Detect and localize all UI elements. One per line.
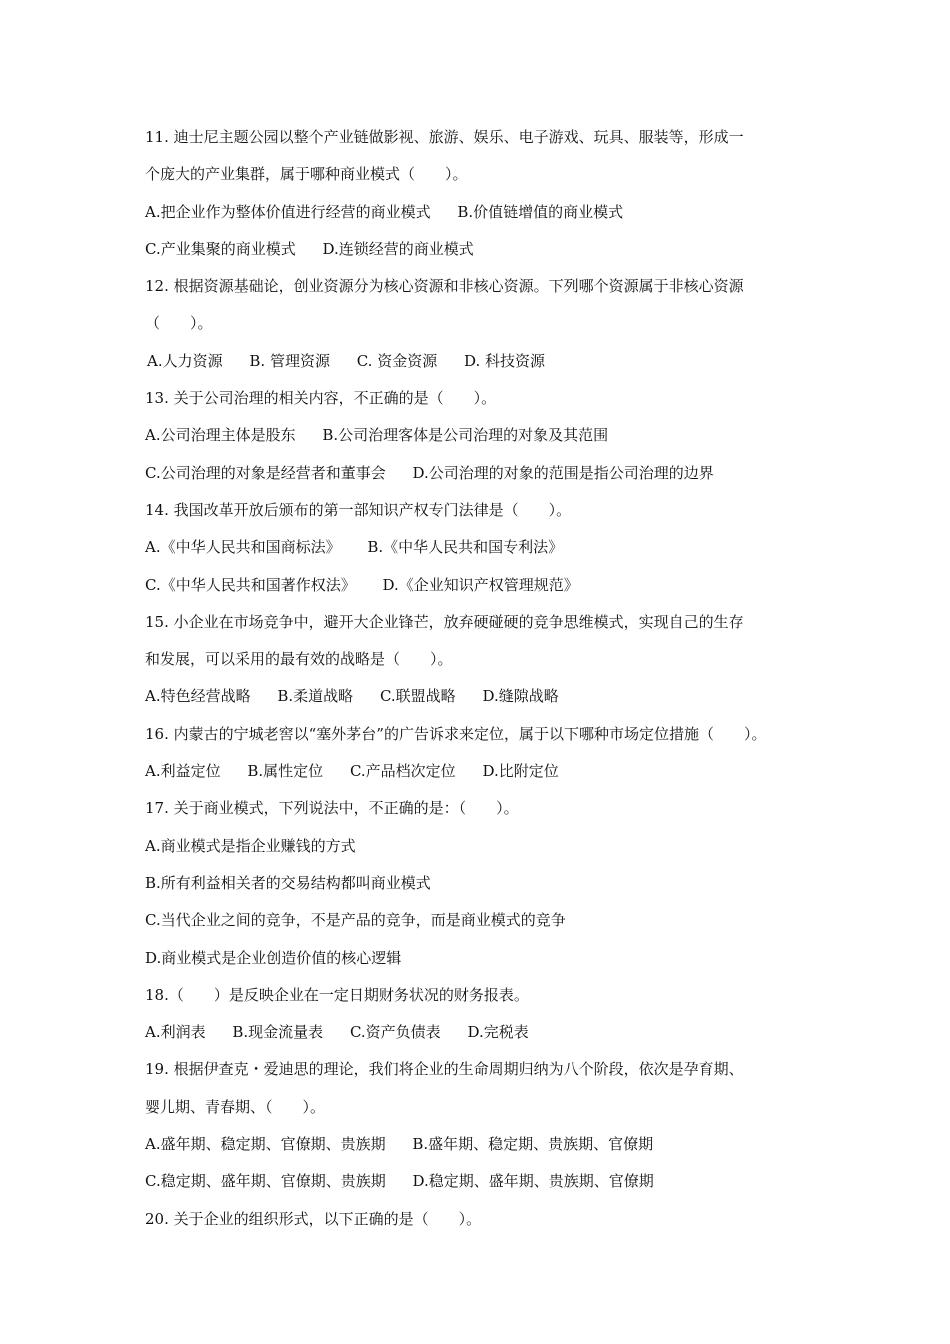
option-line <box>145 678 815 715</box>
question-stem: 12. 根据资源基础论，创业资源分为核心资源和非核心资源。下列哪个资源属于非核心资源 <box>145 277 744 296</box>
option-line <box>145 902 815 939</box>
exam-page <box>145 119 815 1238</box>
option-line <box>145 1014 815 1051</box>
option-c: C.产品档次定位 <box>349 762 456 781</box>
option-b: B.所有利益相关者的交易结构都叫商业模式 <box>145 873 431 892</box>
question-stem: 14. 我国改革开放后颁布的第一部知识产权专门法律是（ ）。 <box>145 500 572 519</box>
question-20 <box>145 1201 815 1238</box>
question-stem: 婴儿期、青春期、（ ）。 <box>145 1097 326 1116</box>
option-c: C.资产负债表 <box>349 1023 441 1042</box>
option-c: C.产业集聚的商业模式 <box>145 239 296 258</box>
question-12 <box>145 268 815 380</box>
question-stem: （ ）。 <box>145 314 213 333</box>
question-stem: 17. 关于商业模式，下列说法中，不正确的是：（ ）。 <box>145 799 519 818</box>
option-line <box>145 828 815 865</box>
question-stem: 18.（ ）是反映企业在一定日期财务状况的财务报表。 <box>145 985 529 1004</box>
option-a: A.盛年期、稳定期、官僚期、贵族期 <box>145 1135 386 1154</box>
option-d: D.商业模式是企业创造价值的核心逻辑 <box>145 948 402 967</box>
option-d: D.稳定期、盛年期、贵族期、官僚期 <box>412 1172 654 1191</box>
question-18 <box>145 977 815 1052</box>
option-a: A.人力资源 <box>147 351 223 370</box>
option-d: D.完税表 <box>467 1023 529 1042</box>
option-b: B.属性定位 <box>247 762 324 781</box>
option-b: B.《中华人民共和国专利法》 <box>367 538 564 557</box>
option-c: C.公司治理的对象是经营者和董事会 <box>145 463 386 482</box>
option-b: B.现金流量表 <box>232 1023 324 1042</box>
option-d: D.公司治理的对象的范围是指公司治理的边界 <box>412 463 714 482</box>
option-line <box>145 1163 815 1200</box>
question-19 <box>145 1051 815 1200</box>
question-stem: 15. 小企业在市场竞争中，避开大企业锋芒，放弃硬碰硬的竞争思维模式，实现自己的生存 <box>145 612 744 631</box>
option-d: D.比附定位 <box>482 762 559 781</box>
question-stem: 20. 关于企业的组织形式，以下正确的是（ ）。 <box>145 1209 482 1228</box>
question-stem: 13. 关于公司治理的相关内容，不正确的是（ ）。 <box>145 389 497 408</box>
option-a: A.商业模式是指企业赚钱的方式 <box>145 836 356 855</box>
option-line <box>145 194 815 231</box>
option-b: B.柔道战略 <box>277 687 354 706</box>
question-15 <box>145 604 815 716</box>
option-line <box>145 753 815 790</box>
option-a: A.利益定位 <box>145 762 221 781</box>
option-c: C.《中华人民共和国著作权法》 <box>145 575 356 594</box>
option-line <box>145 455 815 492</box>
question-stem: 16. 内蒙古的宁城老窖以“塞外茅台”的广告诉求来定位，属于以下哪种市场定位措施（ ）。 <box>145 724 767 743</box>
option-d: D.《企业知识产权管理规范》 <box>382 575 579 594</box>
question-stem: 个庞大的产业集群，属于哪种商业模式（ ）。 <box>145 165 468 184</box>
option-line <box>145 343 815 380</box>
question-13 <box>145 380 815 492</box>
option-b: B. 管理资源 <box>249 351 330 370</box>
option-line <box>145 940 815 977</box>
option-d: D.缝隙战略 <box>482 687 559 706</box>
option-d: D. 科技资源 <box>464 351 546 370</box>
question-16 <box>145 716 815 791</box>
option-line <box>145 865 815 902</box>
question-stem: 19. 根据伊查克・爱迪思的理论，我们将企业的生命周期归纳为八个阶段，依次是孕育期、 <box>145 1060 744 1079</box>
question-stem: 和发展，可以采用的最有效的战略是（ ）。 <box>145 650 453 669</box>
question-14 <box>145 492 815 604</box>
option-line <box>145 1126 815 1163</box>
option-a: A.把企业作为整体价值进行经营的商业模式 <box>145 202 431 221</box>
question-11 <box>145 119 815 268</box>
option-a: A.《中华人民共和国商标法》 <box>145 538 341 557</box>
option-d: D.连锁经营的商业模式 <box>322 239 474 258</box>
option-c: C.稳定期、盛年期、官僚期、贵族期 <box>145 1172 386 1191</box>
option-c: C. 资金资源 <box>356 351 438 370</box>
option-line <box>145 529 815 566</box>
option-c: C.当代企业之间的竞争，不是产品的竞争，而是商业模式的竞争 <box>145 911 566 930</box>
option-b: B.价值链增值的商业模式 <box>457 202 624 221</box>
option-line <box>145 567 815 604</box>
option-a: A.公司治理主体是股东 <box>145 426 296 445</box>
option-line <box>145 231 815 268</box>
option-b: B.公司治理客体是公司治理的对象及其范围 <box>322 426 609 445</box>
option-a: A.利润表 <box>145 1023 206 1042</box>
option-line <box>145 417 815 454</box>
option-a: A.特色经营战略 <box>145 687 251 706</box>
option-c: C.联盟战略 <box>379 687 456 706</box>
question-17 <box>145 790 815 976</box>
option-b: B.盛年期、稳定期、贵族期、官僚期 <box>412 1135 654 1154</box>
question-stem: 11. 迪士尼主题公园以整个产业链做影视、旅游、娱乐、电子游戏、玩具、服装等，形成一 <box>145 128 744 146</box>
